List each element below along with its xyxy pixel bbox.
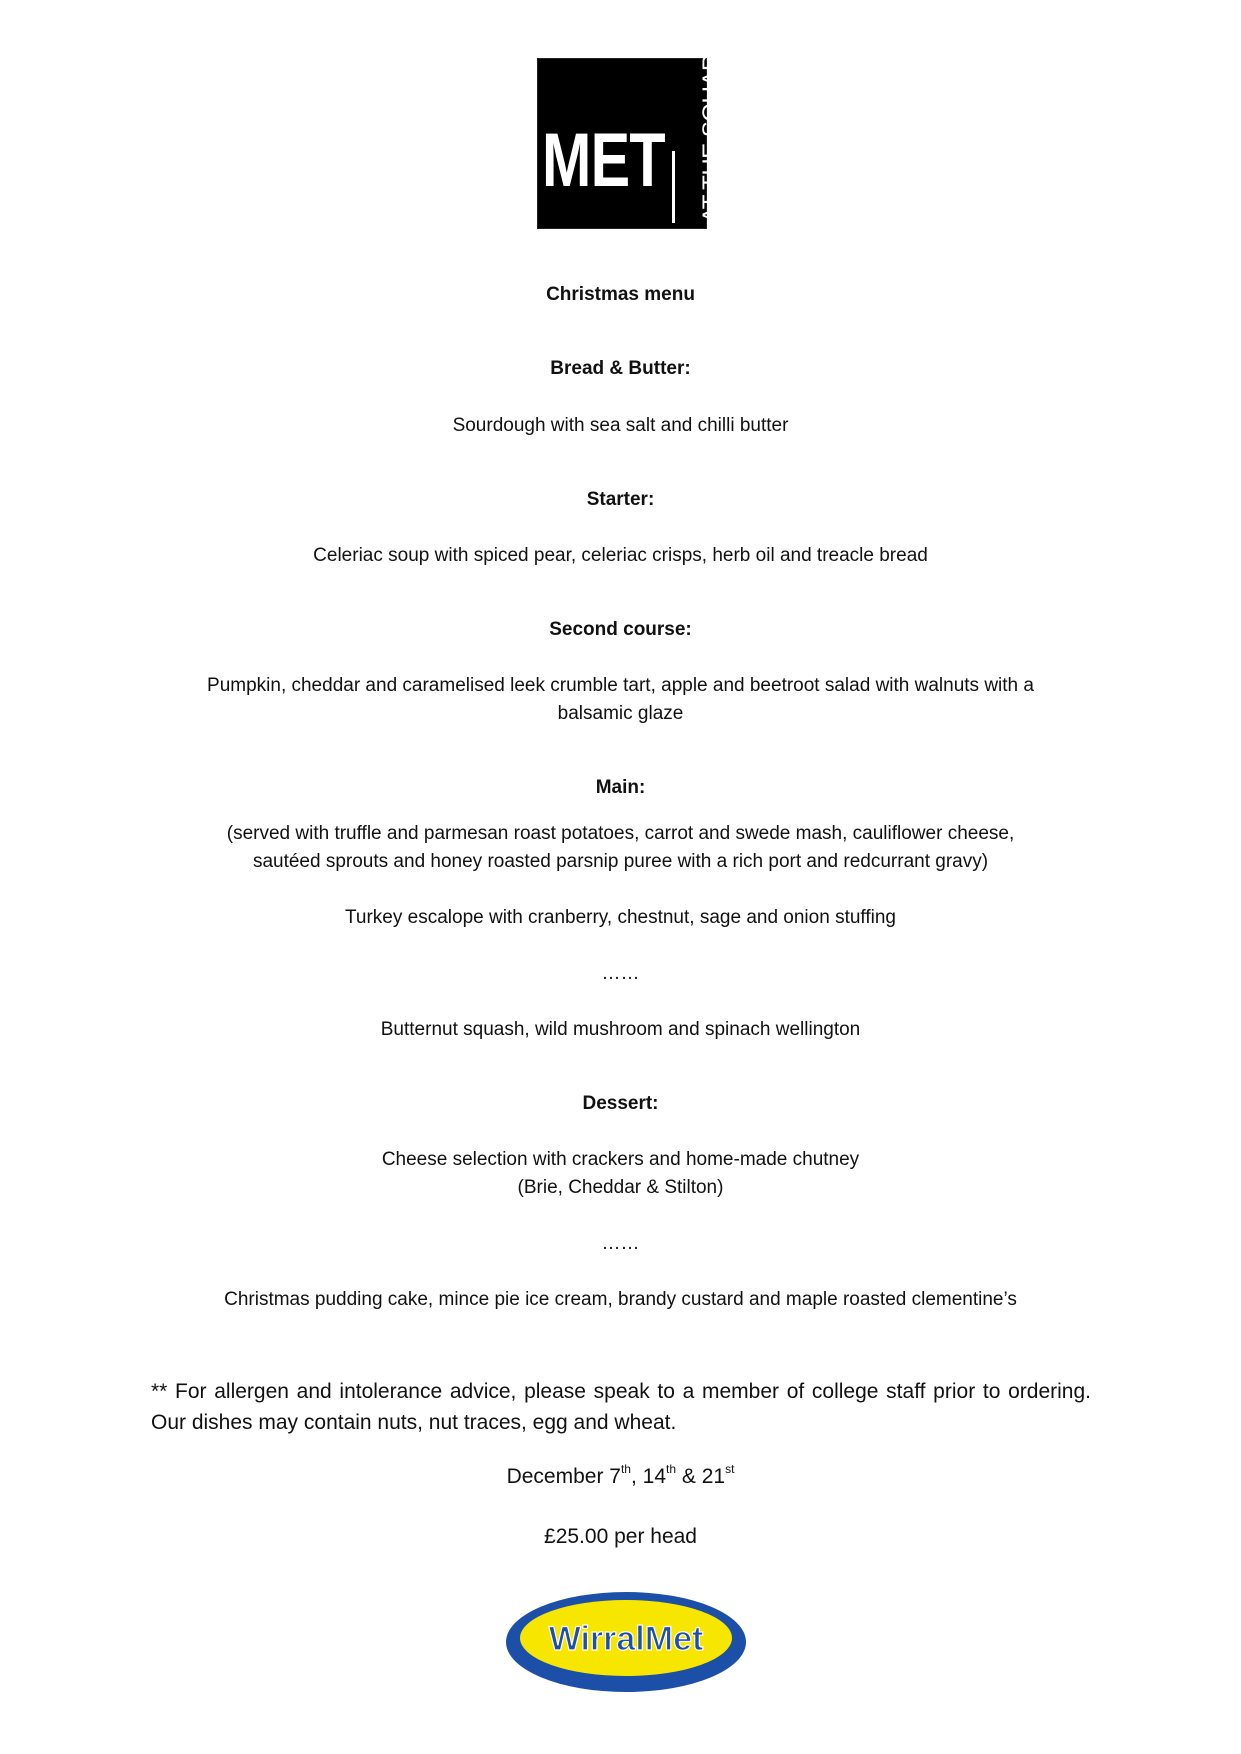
dates-mid-2: & 21: [676, 1465, 726, 1488]
second-course-heading: Second course:: [549, 619, 692, 640]
dessert-item-2: Christmas pudding cake, mince pie ice cream, brandy custard and maple roasted clementine’s: [224, 1289, 1017, 1310]
main-note-line-2: sautéed sprouts and honey roasted parsnip puree with a rich port and redcurrant gravy): [252, 851, 989, 872]
menu-title: Christmas menu: [546, 284, 695, 305]
event-dates: [0, 1462, 1241, 1492]
dessert-item-1-sub: (Brie, Cheddar & Stilton): [517, 1177, 724, 1198]
logo-side-text: AT THE SQUARE: [698, 38, 725, 223]
wirral-met-logo: [504, 1590, 748, 1694]
dessert-heading: Dessert:: [582, 1093, 659, 1114]
dates-mid-1: , 14: [630, 1465, 667, 1488]
main-heading: Main:: [595, 777, 646, 798]
dates-sup-1: th: [620, 1462, 631, 1476]
price: £25.00 per head: [544, 1525, 697, 1548]
met-at-the-square-logo: [537, 38, 725, 229]
second-course-line-1: Pumpkin, cheddar and caramelised leek crumble tart, apple and beetroot salad with walnuts with a: [207, 675, 1034, 696]
second-course-line-2: balsamic glaze: [557, 703, 684, 724]
logo-divider: [672, 151, 675, 223]
bread-heading: Bread & Butter:: [550, 358, 691, 379]
main-item-2: Butternut squash, wild mushroom and spinach wellington: [380, 1019, 861, 1040]
main-separator: ……: [601, 963, 640, 984]
dates-sup-3: st: [725, 1462, 735, 1476]
bread-item: Sourdough with sea salt and chilli butter: [452, 415, 789, 436]
dates-sup-2: th: [666, 1462, 677, 1476]
starter-heading: Starter:: [586, 489, 655, 510]
dates-prefix: December 7: [506, 1465, 621, 1488]
main-item-1: Turkey escalope with cranberry, chestnut, sage and onion stuffing: [345, 907, 896, 928]
allergen-note: ** For allergen and intolerance advice, please speak to a member of college staff prior to ordering. Our dishes may contain nuts, nut traces, egg and wheat.: [151, 1380, 1091, 1434]
dessert-item-1: Cheese selection with crackers and home-made chutney: [381, 1149, 860, 1170]
logo-met-word: MET: [542, 118, 665, 203]
main-note-line-1: (served with truffle and parmesan roast potatoes, carrot and swede mash, cauliflower cheese,: [226, 823, 1015, 844]
dessert-separator: ……: [601, 1233, 640, 1254]
starter-item: Celeriac soup with spiced pear, celeriac crisps, herb oil and treacle bread: [313, 545, 928, 566]
logo-wordmark: WirralMet: [548, 1620, 704, 1658]
